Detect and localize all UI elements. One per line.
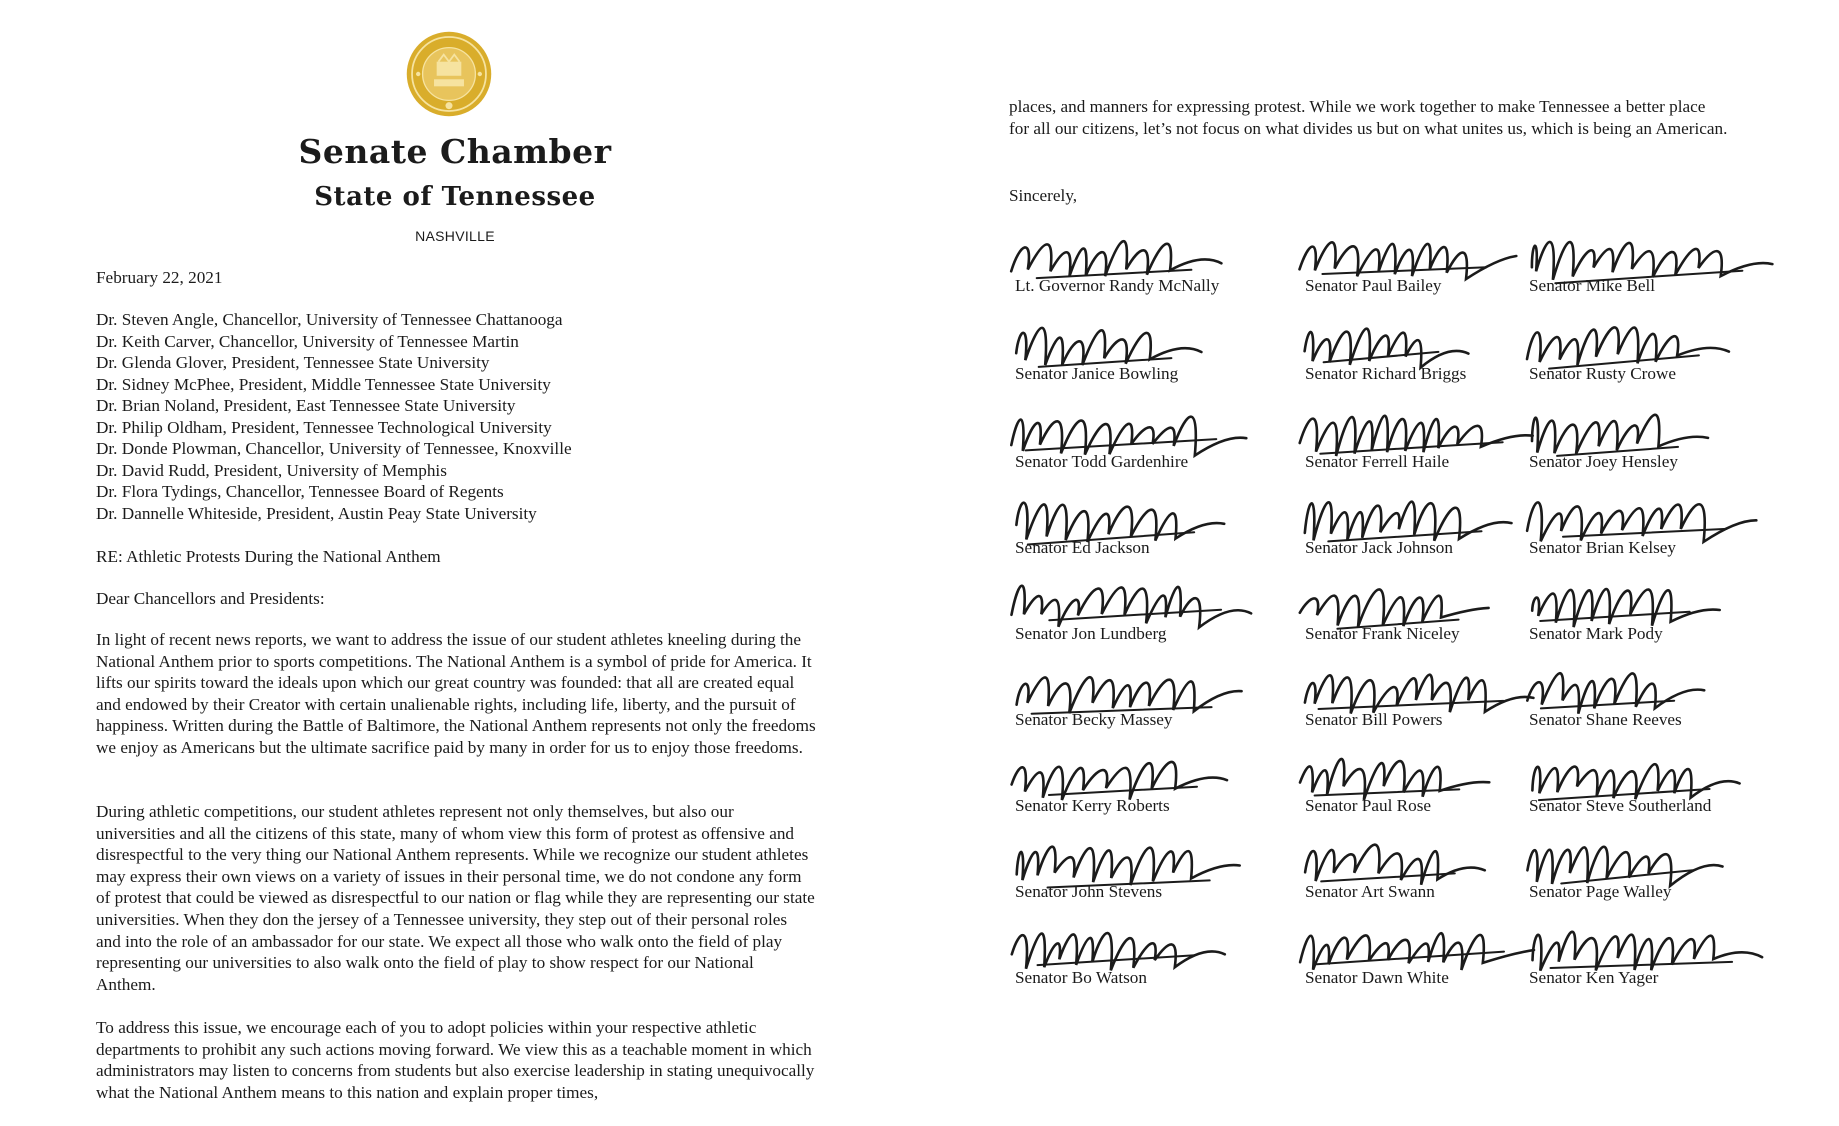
signatory-name: Senator Shane Reeves — [1529, 710, 1682, 729]
recipient-line: Dr. Flora Tydings, Chancellor, Tennessee Board of Regents — [96, 482, 504, 501]
recipient-line: Dr. Steven Angle, Chancellor, University of Tennessee Chattanooga — [96, 310, 563, 329]
signature-stroke — [1305, 502, 1512, 541]
signature-entry — [1529, 398, 1769, 478]
signatory-name: Senator Bo Watson — [1015, 968, 1147, 987]
signatory-name: Senator Becky Massey — [1015, 710, 1173, 729]
recipient-line: Dr. Sidney McPhee, President, Middle Tennessee State University — [96, 374, 551, 394]
signature-entry — [1305, 570, 1545, 650]
signature-flourish — [1321, 873, 1455, 881]
signatory-name: Senator Mark Pody — [1529, 624, 1663, 643]
recipient-line: Dr. Donde Plowman, Chancellor, University of Tennessee, Knoxville — [96, 439, 572, 458]
signature-stroke — [1527, 327, 1729, 365]
signatory-name: Senator Janice Bowling — [1015, 364, 1179, 383]
signatory-name: Senator Kerry Roberts — [1015, 796, 1170, 815]
letterhead-title: Senate Chamber — [298, 132, 612, 171]
closing: Sincerely, — [1009, 186, 1078, 205]
signatory-name: Senator Jon Lundberg — [1015, 624, 1167, 643]
signatory-name: Lt. Governor Randy McNally — [1015, 276, 1220, 295]
signature-entry — [1529, 828, 1769, 908]
signature-entry — [1305, 656, 1545, 736]
signature-entry — [1015, 828, 1255, 908]
signature-stroke — [1300, 759, 1489, 800]
signature-entry — [1015, 570, 1255, 650]
signatory-name: Senator Bill Powers — [1305, 710, 1443, 729]
signatory-name: Senator Ken Yager — [1529, 968, 1659, 987]
body-paragraph-3: To address this issue, we encourage each of you to adopt policies within your respective athletic departments to prohibit any such actions moving forward. We view this as a teachable moment in which administrators may listen to concerns from students but also exercise leadership in stating unequivocally what the National Anthem means to this nation and explain proper times, — [96, 1018, 815, 1102]
signatory-name: Senator Brian Kelsey — [1529, 538, 1677, 557]
signature-flourish — [1049, 787, 1197, 795]
signature-entry — [1305, 484, 1545, 564]
signature-stroke — [1527, 502, 1756, 541]
letter-page-two — [920, 0, 1839, 1126]
signature-stroke — [1016, 328, 1201, 365]
recipient-line: Dr. Dannelle Whiteside, President, Austin Peay State University — [96, 503, 537, 523]
signature-stroke — [1527, 847, 1722, 886]
signature-entry — [1305, 742, 1545, 822]
signatory-name: Senator Page Walley — [1529, 882, 1672, 901]
signatory-name: Senator Joey Hensley — [1529, 452, 1678, 471]
signature-entry — [1305, 828, 1545, 908]
signature-stroke — [1300, 416, 1533, 456]
signature-stroke — [1300, 589, 1489, 626]
signature-stroke — [1017, 847, 1240, 885]
letter-date: February 22, 2021 — [96, 268, 223, 287]
signature-entry — [1305, 398, 1545, 478]
recipient-line: Dr. David Rudd, President, University of Memphis — [96, 460, 447, 480]
signature-entry — [1529, 570, 1769, 650]
signature-stroke — [1012, 762, 1227, 800]
signatory-name: Senator Paul Rose — [1305, 796, 1432, 815]
recipient-line: Dr. Glenda Glover, President, Tennessee State University — [96, 353, 490, 372]
signatory-name: Senator Ed Jackson — [1015, 538, 1150, 557]
signature-entry — [1305, 914, 1545, 994]
recipient-line: Dr. Brian Noland, President, East Tennessee State University — [96, 396, 516, 415]
body-paragraph-2: During athletic competitions, our student athletes represent not only themselves, but also our universities and all the citizens of this state, many of whom view this form of protest as offensive and disrespectful to the very thing our National Anthem represents. While we recognize our student athletes may express their own views on a variety of issues in their personal time, we do not condone any form of protest that could be viewed as disrespectful to our nation or flag while they are representing our state universities. When they don the jersey of a Tennessee university, they step out of their personal roles and into the role of an ambassador for our state. We expect all those who walk onto the field of play representing our universities to also walk onto the field of play to show respect for our National Anthem. — [96, 802, 815, 994]
signatory-name: Senator Art Swann — [1305, 882, 1435, 901]
signature-entry — [1305, 310, 1545, 390]
signatory-name: Senator Richard Briggs — [1305, 364, 1467, 383]
signature-entry — [1305, 222, 1545, 302]
signature-entry — [1529, 656, 1769, 736]
signature-stroke — [1011, 241, 1221, 276]
signature-entry — [1529, 310, 1769, 390]
signature-entry — [1015, 310, 1255, 390]
signature-entry — [1015, 484, 1255, 564]
recipient-line: Dr. Philip Oldham, President, Tennessee Technological University — [96, 417, 552, 437]
signatory-name: Senator Todd Gardenhire — [1015, 452, 1189, 471]
signature-stroke — [1012, 586, 1252, 628]
signature-flourish — [1319, 701, 1504, 709]
signature-entry — [1015, 656, 1255, 736]
signature-entry — [1529, 914, 1769, 994]
signatory-name: Senator Rusty Crowe — [1529, 364, 1677, 383]
state-seal-icon — [405, 30, 493, 118]
signatory-name: Senator Ferrell Haile — [1305, 452, 1450, 471]
signature-stroke — [1532, 242, 1773, 280]
signatory-name: Senator Mike Bell — [1529, 276, 1656, 295]
body-paragraph-1: In light of recent news reports, we want to address the issue of our student athletes kneeling during the National Anthem prior to sports competitions. The National Anthem is a symbol of pride for America. It lifts our spirits toward the ideals upon which our great country was founded: that all are created equal and endowed by their Creator with certain unalienable rights, including life, liberty, and the pursuit of happiness. Written during the Battle of Baltimore, the National Anthem represents not only the freedoms we enjoy as Americans but the ultimate sacrifice paid by many in order for us to enjoy those freedoms. — [96, 630, 816, 757]
signatory-name: Senator John Stevens — [1015, 882, 1163, 901]
signature-flourish — [1026, 439, 1217, 450]
subject-line: RE: Athletic Protests During the National Anthem — [96, 547, 441, 566]
signatory-name: Senator Paul Bailey — [1305, 276, 1442, 295]
signatory-name: Senator Dawn White — [1305, 968, 1449, 987]
signature-entry — [1529, 222, 1769, 302]
signature-stroke — [1532, 415, 1708, 454]
signature-entry — [1529, 484, 1769, 564]
signatory-name: Senator Frank Niceley — [1305, 624, 1460, 643]
signature-entry — [1015, 222, 1255, 302]
signature-entry — [1015, 914, 1255, 994]
signature-stroke — [1532, 589, 1720, 627]
salutation: Dear Chancellors and Presidents: — [96, 589, 325, 608]
signatory-name: Senator Jack Johnson — [1305, 538, 1453, 557]
signature-entry — [1015, 398, 1255, 478]
recipient-line: Dr. Keith Carver, Chancellor, University of Tennessee Martin — [96, 331, 519, 351]
signature-entry — [1015, 742, 1255, 822]
body-paragraph-3-continued: places, and manners for expressing protest. While we work together to make Tennessee a better place for all our citizens, let’s not focus on what divides us but on what unites us, which is being an American. — [1009, 97, 1728, 138]
signature-flourish — [1540, 612, 1690, 621]
signature-flourish — [1049, 610, 1221, 621]
signatory-name: Senator Steve Southerland — [1529, 796, 1712, 815]
signature-stroke — [1305, 845, 1485, 885]
letterhead-subtitle: State of Tennessee — [314, 182, 596, 212]
signature-flourish — [1315, 789, 1460, 795]
signature-entry — [1529, 742, 1769, 822]
signature-flourish — [1322, 267, 1486, 274]
letterhead-city: NASHVILLE — [415, 228, 495, 244]
recipient-list — [96, 309, 572, 524]
signature-stroke — [1016, 503, 1224, 542]
